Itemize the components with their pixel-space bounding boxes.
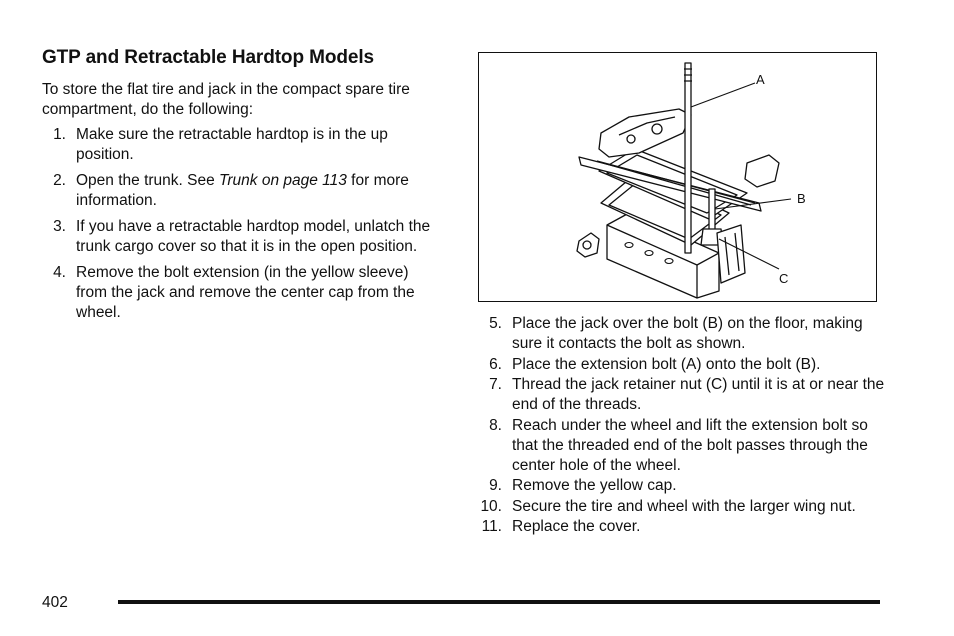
step-item bbox=[42, 171, 442, 211]
step-text: Make sure the retractable hardtop is in the up position. bbox=[76, 126, 388, 163]
step-item bbox=[478, 476, 888, 496]
step-number: 6. bbox=[489, 355, 502, 373]
step-item bbox=[478, 314, 888, 354]
step-text-post: for more information. bbox=[76, 172, 409, 209]
step-text: Replace the cover. bbox=[512, 518, 641, 535]
extension-bolt bbox=[685, 63, 691, 253]
step-item bbox=[478, 517, 888, 537]
step-number: 9. bbox=[489, 477, 502, 494]
footer-rule bbox=[118, 600, 880, 604]
step-text: Place the extension bolt (A) onto the bolt (B). bbox=[512, 355, 821, 373]
intro-paragraph: To store the flat tire and jack in the compact spare tire compartment, do the following: bbox=[42, 81, 410, 118]
steps-list-right bbox=[478, 314, 888, 538]
step-item bbox=[478, 497, 888, 517]
step-text: Reach under the wheel and lift the extension bolt so that the threaded end of the bolt passes through the center hole of the wheel. bbox=[512, 416, 868, 474]
step-text: If you have a retractable hardtop model, unlatch the trunk cargo cover so that it is in the open position. bbox=[76, 218, 431, 255]
step-item bbox=[42, 217, 442, 257]
callout-b: B bbox=[797, 191, 806, 206]
step-item bbox=[478, 375, 888, 415]
step-item bbox=[478, 416, 888, 476]
step-number: 8. bbox=[489, 416, 502, 434]
cross-reference-link[interactable]: Trunk on page 113 bbox=[219, 172, 347, 189]
steps-list-left bbox=[42, 125, 442, 329]
step-number: 10. bbox=[480, 497, 502, 515]
step-number: 5. bbox=[489, 315, 502, 332]
page-number: 402 bbox=[42, 594, 68, 611]
step-text: Remove the yellow cap. bbox=[512, 477, 677, 494]
step-number: 3. bbox=[53, 218, 66, 235]
step-item bbox=[42, 263, 442, 323]
section-heading: GTP and Retractable Hardtop Models bbox=[42, 47, 374, 68]
step-number: 7. bbox=[489, 376, 502, 393]
step-number: 4. bbox=[53, 264, 66, 281]
step-text-pre: Open the trunk. See bbox=[76, 172, 220, 189]
jack-illustration bbox=[478, 52, 877, 302]
step-text: Place the jack over the bolt (B) on the floor, making sure it contacts the bolt as shown. bbox=[512, 315, 863, 352]
step-number: 11. bbox=[481, 518, 502, 535]
leader-line-a bbox=[691, 83, 755, 107]
step-number: 1. bbox=[53, 126, 66, 143]
step-text: Remove the bolt extension (in the yellow sleeve) from the jack and remove the center cap from the wheel. bbox=[76, 264, 415, 321]
jack-end-block bbox=[745, 155, 779, 187]
step-text bbox=[76, 171, 442, 211]
mount-bracket bbox=[717, 225, 745, 283]
step-item bbox=[478, 355, 888, 375]
callout-a: A bbox=[756, 72, 765, 87]
step-number: 2. bbox=[53, 172, 66, 189]
jack-drawing bbox=[479, 53, 878, 303]
jack-saddle bbox=[599, 109, 691, 157]
callout-c: C bbox=[779, 271, 789, 286]
step-text: Thread the jack retainer nut (C) until it is at or near the end of the threads. bbox=[512, 376, 885, 413]
step-item bbox=[42, 125, 442, 165]
step-text: Secure the tire and wheel with the larger wing nut. bbox=[512, 497, 856, 515]
